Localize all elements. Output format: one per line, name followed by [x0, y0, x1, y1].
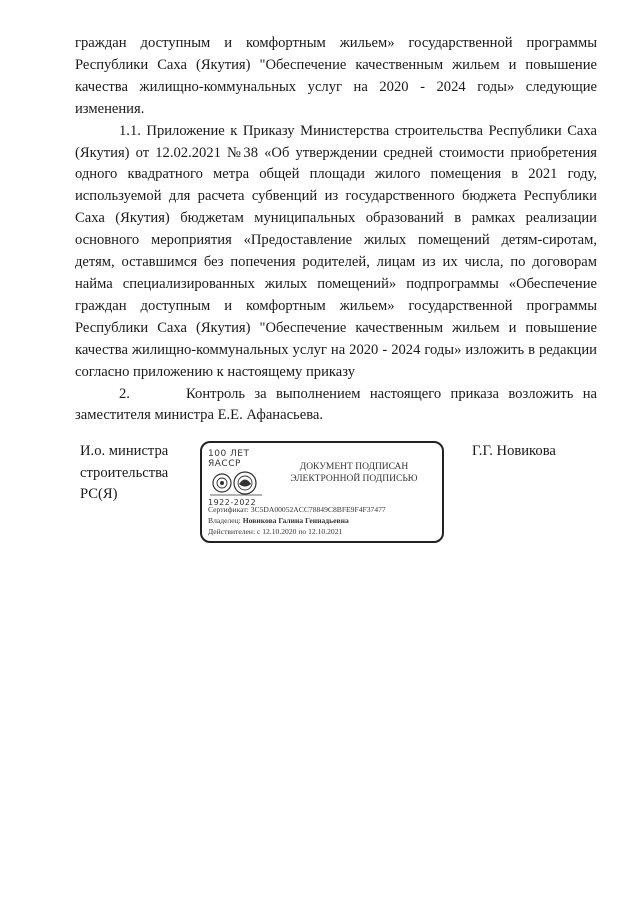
validity-to-label: по: [298, 527, 307, 536]
stamp-heading-line-1: ДОКУМЕНТ ПОДПИСАН: [299, 462, 409, 472]
signature-block: [80, 441, 580, 551]
certificate-line: [208, 504, 444, 515]
emblem-top-text: 100 ЛЕТ: [208, 449, 250, 459]
validity-line: [208, 526, 444, 537]
paragraph-intro: граждан доступным и комфортным жильем» государственной программы Республики Саха (Якутия) "Обеспечение качественным жильем и повышение качества жилищно-коммунальных услуг на 2020 - 2024 годы» следующие изменения.: [75, 35, 597, 117]
stamp-heading-line-2: ЭЛЕКТРОННОЙ ПОДПИСЬЮ: [290, 474, 418, 484]
certificate-value: 3C5DA00052ACC78849C8BFE9F4F37477: [250, 505, 386, 514]
emblem-mid-text: ЯАССР: [208, 459, 241, 469]
paragraph-item-2: 2. Контроль за выполнением настоящего приказа возложить на заместителя министра Е.Е. Афанасьева.: [75, 385, 597, 424]
paragraph-item-1-1: 1.1. Приложение к Приказу Министерства строительства Республики Саха (Якутия) от 12.02.2021 №38 «Об утверждении средней стоимости приобретения одного квадратного метра общей площади жилого помещения в 2021 году, используемой для расчета субвенций из государственного бюджета Республики Саха (Якутия) бюджетам муниципальных образований в рамках реализации основного мероприятия «Предоставление жилых помещений детям-сиротам, детям, оставшимся без попечения родителей, лицам из их числа, по договорам найма специализированных жилых помещений» подпрограммы «Обеспечение граждан доступным и комфортным жильем» государственной программы Республики Саха (Якутия) "Обеспечение качественным жильем и повышение качества жилищно-коммунальных услуг на 2020 - 2024 годы» изложить в редакции согласно приложению к настоящему приказу: [75, 122, 597, 380]
anniversary-emblem: [208, 449, 264, 509]
official-position-line: строительства: [80, 464, 169, 481]
stamp-heading: [266, 461, 442, 485]
official-position-line: РС(Я): [80, 486, 118, 502]
validity-to: 12.10.2021: [308, 527, 343, 536]
certificate-label: Сертификат:: [208, 505, 249, 514]
owner-value: Новикова Галина Геннадьевна: [242, 516, 349, 525]
owner-line: [208, 515, 444, 526]
validity-from: 12.10.2020: [262, 527, 297, 536]
emblem-icon: [208, 469, 264, 497]
official-name: Г.Г. Новикова: [472, 443, 556, 459]
document-body: [75, 33, 597, 427]
electronic-signature-stamp: [200, 441, 444, 543]
official-position: [80, 441, 190, 506]
official-position-line: И.о. министра: [80, 443, 169, 459]
stamp-details: [208, 504, 444, 537]
emblem-years-text: 1922-2022: [208, 498, 257, 507]
validity-label: Действителен: с: [208, 527, 261, 536]
owner-label: Владелец:: [208, 516, 241, 525]
